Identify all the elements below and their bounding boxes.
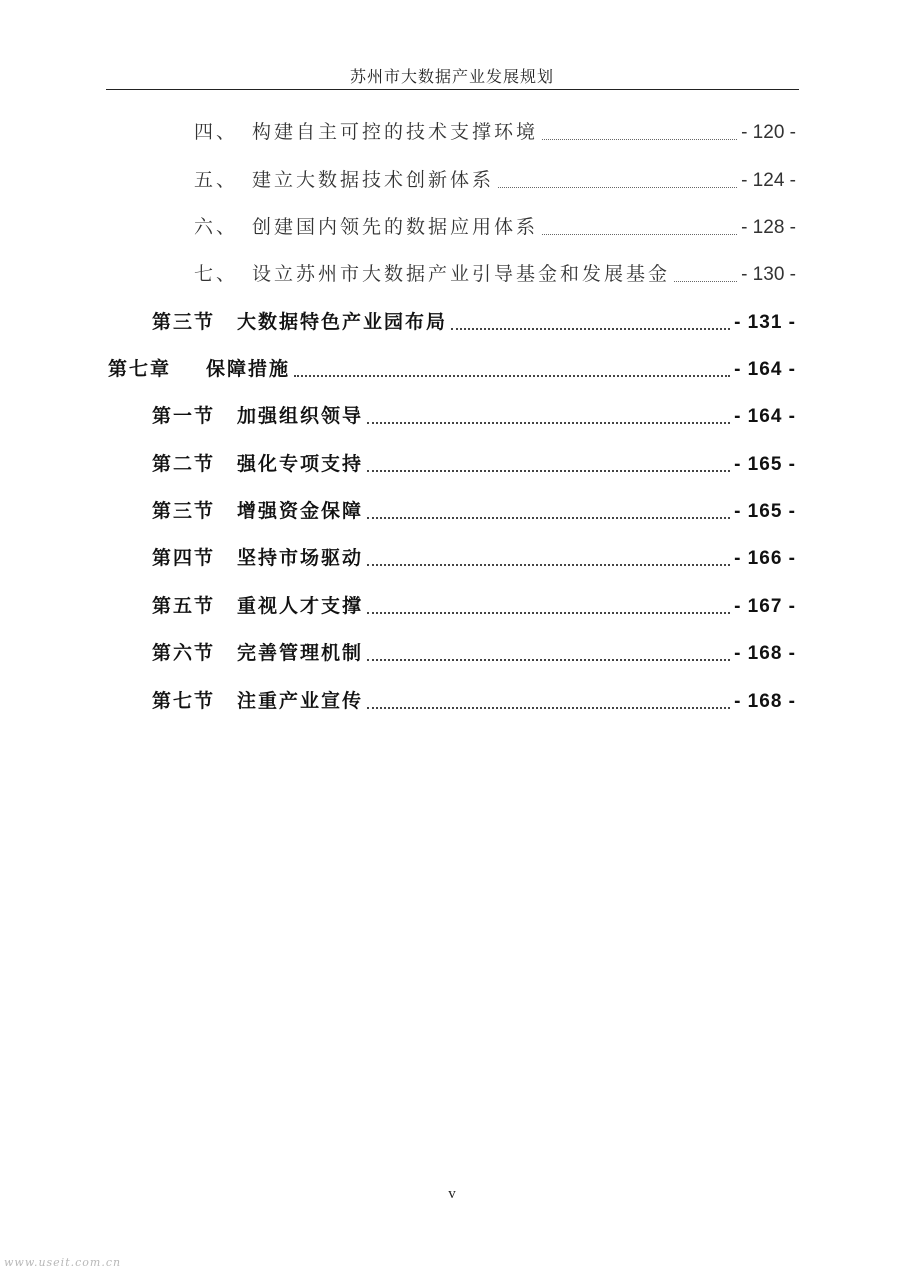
toc-entry[interactable] [152,545,796,572]
toc-entry[interactable] [152,640,796,667]
toc-entry[interactable] [152,403,796,430]
toc-entry-number: 五、 [194,169,239,191]
toc-entry-page: - 164 - [734,359,796,380]
toc-entry-title: 强化专项支持 [237,453,364,475]
toc-entry-number: 七、 [194,263,239,285]
toc-entry[interactable] [152,688,796,715]
toc-entry-page: - 166 - [734,548,796,569]
toc-entry-number: 第二节 [152,453,216,475]
toc-entry-number: 第六节 [152,642,216,664]
toc-entry-number: 六、 [194,216,239,238]
toc-entry[interactable] [152,498,796,525]
header-divider [106,89,799,90]
toc-entry[interactable] [152,451,796,478]
toc-entry-number: 第七章 [108,358,172,380]
toc-leader-dots [542,234,737,235]
toc-entry-number: 第三节 [152,500,216,522]
toc-entry-number: 第三节 [152,311,216,333]
toc-entry-title: 设立苏州市大数据产业引导基金和发展基金 [252,263,671,285]
toc-entry-number: 第五节 [152,595,216,617]
document-title: 苏州市大数据产业发展规划 [349,67,554,86]
toc-leader-dots [498,187,737,188]
toc-entry-page: - 165 - [734,454,796,475]
toc-entry-title: 完善管理机制 [237,642,364,664]
toc-entry-page: - 131 - [734,312,796,333]
watermark-text: www.useit.com.cn [4,1256,122,1269]
toc-leader-dots [451,328,730,330]
page-number: v [448,1186,456,1202]
toc-entry[interactable] [152,593,796,620]
toc-leader-dots [674,281,737,282]
toc-leader-dots [367,564,730,566]
toc-entry-page: - 130 - [741,264,796,285]
toc-entry-title: 大数据特色产业园布局 [237,311,448,333]
toc-leader-dots [367,470,730,472]
toc-entry[interactable] [152,309,796,336]
toc-entry-page: - 120 - [741,122,796,143]
toc-entry[interactable] [194,167,796,194]
toc-entry-title: 建立大数据技术创新体系 [252,169,495,191]
toc-entry-title: 重视人才支撑 [237,595,364,617]
toc-leader-dots [542,139,737,140]
toc-entry-number: 第四节 [152,547,216,569]
toc-entry[interactable] [194,119,796,146]
toc-leader-dots [367,707,730,709]
toc-leader-dots [294,375,730,377]
toc-leader-dots [367,422,730,424]
toc-entry-number: 第一节 [152,405,216,427]
toc-entry[interactable] [108,356,796,383]
toc-entry-title: 创建国内领先的数据应用体系 [252,216,539,238]
toc-entry-page: - 164 - [734,406,796,427]
toc-entry-title: 增强资金保障 [237,500,364,522]
toc-entry-title: 坚持市场驱动 [237,547,364,569]
toc-entry-page: - 167 - [734,596,796,617]
toc-entry-page: - 124 - [741,170,796,191]
toc-leader-dots [367,517,730,519]
toc-entry-page: - 165 - [734,501,796,522]
toc-entry-page: - 168 - [734,691,796,712]
toc-leader-dots [367,659,730,661]
toc-entry-title: 加强组织领导 [237,405,364,427]
toc-entry-title: 保障措施 [206,358,291,380]
toc-entry-number: 四、 [194,121,239,143]
toc-entry-page: - 128 - [741,217,796,238]
toc-entry[interactable] [194,261,796,288]
toc-entry-page: - 168 - [734,643,796,664]
toc-leader-dots [367,612,730,614]
toc-entry-title: 注重产业宣传 [237,690,364,712]
toc-entry-number: 第七节 [152,690,216,712]
toc-entry-title: 构建自主可控的技术支撑环境 [252,121,539,143]
toc-entry[interactable] [194,214,796,241]
